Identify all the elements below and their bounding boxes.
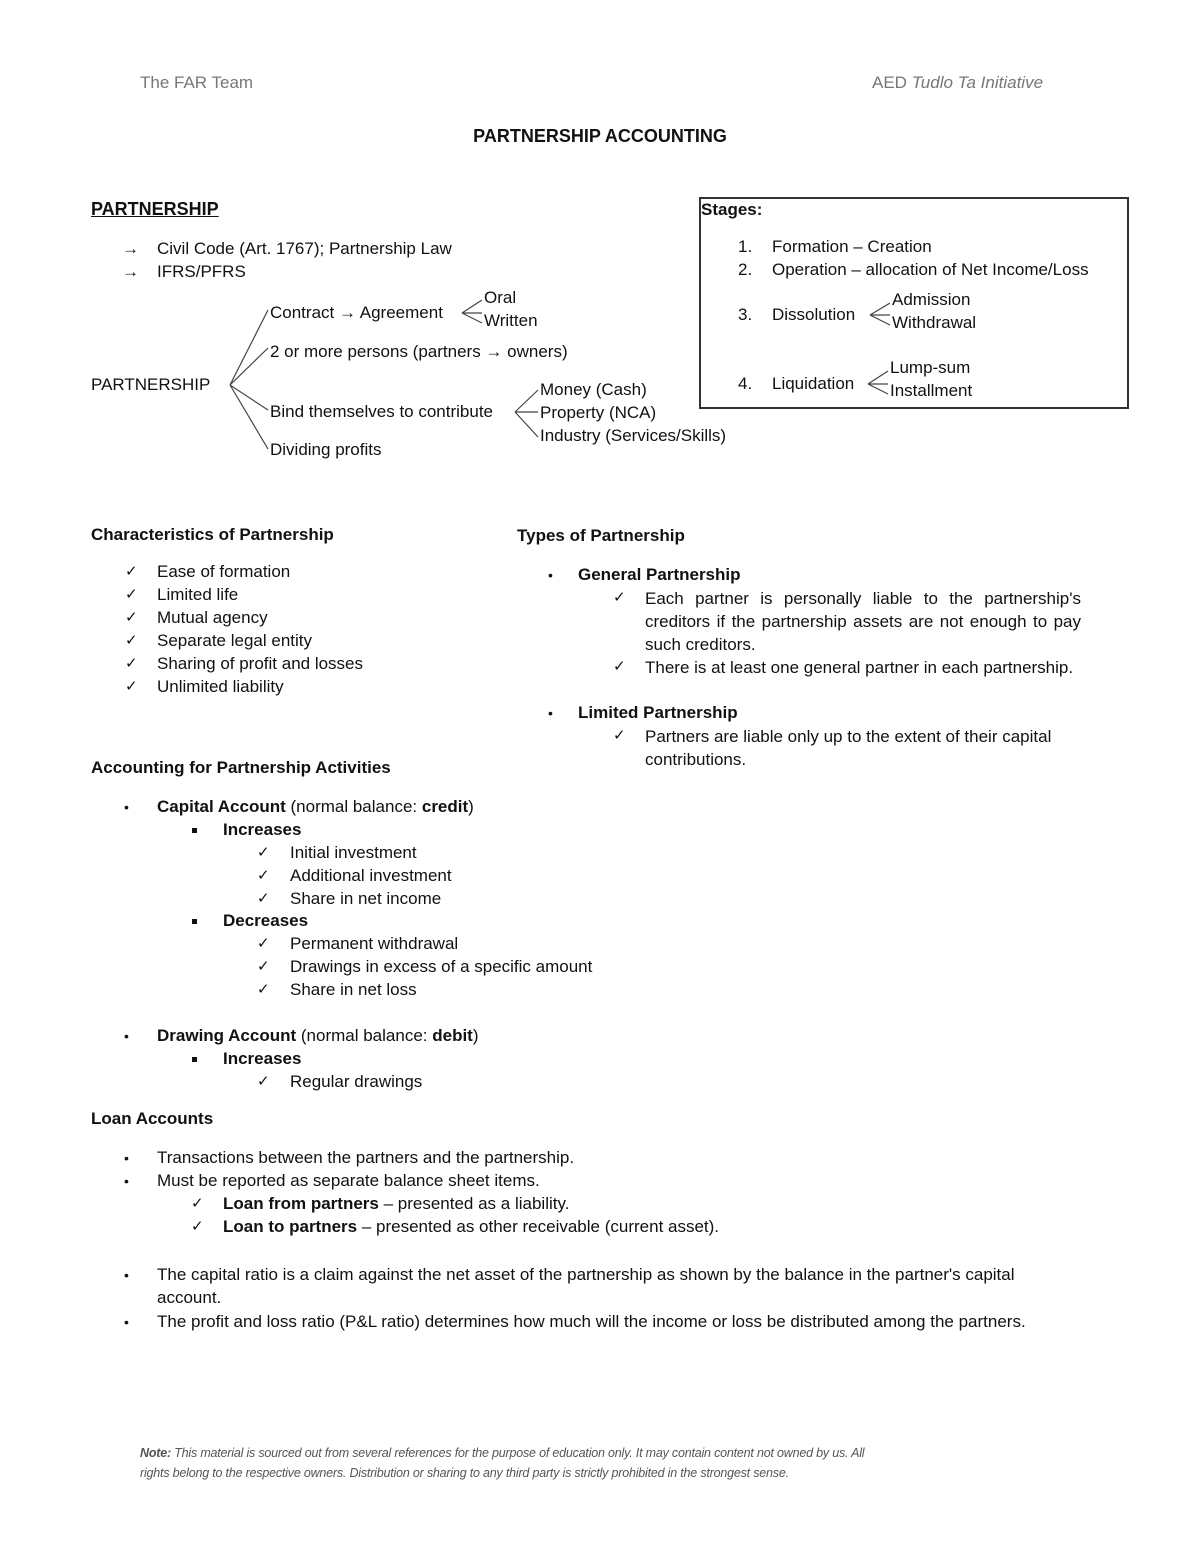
list-item: Share in net loss: [290, 980, 417, 999]
capital-ratio-text-cont: account.: [157, 1288, 222, 1307]
drawing-item: Regular drawings: [290, 1072, 423, 1091]
check-icon: ✓: [125, 609, 138, 626]
diagram-bind: Bind themselves to contribute: [270, 402, 494, 421]
page-title: PARTNERSHIP ACCOUNTING: [473, 126, 727, 146]
loan-bullet: Must be reported as separate balance sheet items.: [157, 1171, 540, 1190]
check-icon: ✓: [125, 678, 138, 695]
diagram-oral: Oral: [484, 288, 517, 307]
list-item: Unlimited liability: [157, 677, 284, 696]
ref-item: IFRS/PFRS: [157, 262, 246, 281]
check-icon: ✓: [257, 935, 270, 952]
limited-partnership: Limited Partnership: [578, 703, 738, 722]
limited-item: Partners are liable only up to the extent of their capital contributions.: [645, 727, 1052, 769]
diagram-written: Written: [484, 311, 538, 330]
stages-heading: Stages:: [701, 200, 763, 219]
check-icon: ✓: [125, 655, 138, 672]
check-icon: ✓: [257, 890, 270, 907]
stage-label: Operation – allocation of Net Income/Loss: [772, 260, 1089, 279]
check-icon: ✓: [613, 589, 626, 606]
check-icon: ✓: [125, 586, 138, 603]
arrow-icon: →: [122, 262, 139, 281]
bullet-icon: •: [548, 567, 553, 583]
check-icon: ✓: [191, 1195, 204, 1212]
stage-number: 4.: [738, 374, 753, 393]
bullet-icon: •: [124, 1173, 129, 1189]
capital-decreases: Decreases: [223, 911, 309, 930]
accounting-heading: Accounting for Partnership Activities: [91, 758, 391, 777]
arrow-icon: →: [122, 239, 139, 258]
square-bullet-icon: [192, 1057, 197, 1062]
check-icon: ✓: [613, 658, 626, 675]
diagram-money: Money (Cash): [540, 380, 647, 399]
bullet-icon: •: [548, 705, 553, 721]
diagram-root: PARTNERSHIP: [91, 375, 211, 394]
stage-label: Liquidation: [772, 374, 855, 393]
bullet-icon: •: [124, 1150, 129, 1166]
stage-number: 2.: [738, 260, 753, 279]
list-item: Mutual agency: [157, 608, 268, 627]
diagram-contract: Contract → Agreement: [270, 303, 443, 322]
diagram-persons: 2 or more persons (partners → owners): [270, 342, 568, 361]
check-icon: ✓: [257, 1073, 270, 1090]
check-icon: ✓: [257, 958, 270, 975]
stage-sub: Lump-sum: [890, 358, 971, 377]
check-icon: ✓: [257, 981, 270, 998]
check-icon: ✓: [257, 867, 270, 884]
stage-number: 1.: [738, 237, 753, 256]
check-icon: ✓: [257, 844, 270, 861]
bullet-icon: •: [124, 1267, 129, 1283]
drawing-increases: Increases: [223, 1049, 302, 1068]
square-bullet-icon: [192, 828, 197, 833]
header-left: The FAR Team: [140, 73, 254, 92]
check-icon: ✓: [125, 563, 138, 580]
loan-from-partners: Loan from partners – presented as a liability.: [223, 1194, 570, 1213]
partnership-heading: PARTNERSHIP: [91, 199, 219, 219]
stage-sub: Withdrawal: [892, 313, 977, 332]
list-item: Additional investment: [290, 866, 452, 885]
list-item: Share in net income: [290, 889, 442, 908]
list-item: Sharing of profit and losses: [157, 654, 364, 673]
check-icon: ✓: [191, 1218, 204, 1235]
general-partnership: General Partnership: [578, 565, 741, 584]
diagram-industry: Industry (Services/Skills): [540, 426, 727, 445]
diagram-property: Property (NCA): [540, 403, 657, 422]
general-item: There is at least one general partner in each partnership.: [645, 658, 1074, 677]
bullet-icon: •: [124, 799, 129, 815]
list-item: Separate legal entity: [157, 631, 312, 650]
diagram-dividing: Dividing profits: [270, 440, 382, 459]
stage-number: 3.: [738, 305, 753, 324]
bullet-icon: •: [124, 1314, 129, 1330]
loan-to-partners: Loan to partners – presented as other receivable (current asset).: [223, 1217, 720, 1236]
square-bullet-icon: [192, 919, 197, 924]
header-right: AED Tudlo Ta Initiative: [872, 73, 1044, 92]
list-item: Limited life: [157, 585, 239, 604]
list-item: Drawings in excess of a specific amount: [290, 957, 593, 976]
stage-sub: Installment: [890, 381, 973, 400]
stage-label: Dissolution: [772, 305, 856, 324]
stage-sub: Admission: [892, 290, 971, 309]
characteristics-heading: Characteristics of Partnership: [91, 525, 334, 544]
stage-label: Formation – Creation: [772, 237, 932, 256]
footer-note: Note: This material is sourced out from several references for the purpose of education only. It may contain content not owned by us. All: [140, 1446, 865, 1460]
footer-note-cont: rights belong to the respective owners. Distribution or sharing to any third party is strictly prohibited in the strongest sense.: [140, 1466, 789, 1480]
ref-item: Civil Code (Art. 1767); Partnership Law: [157, 239, 452, 258]
drawing-account: Drawing Account (normal balance: debit): [157, 1026, 479, 1045]
check-icon: ✓: [125, 632, 138, 649]
capital-account: Capital Account (normal balance: credit): [157, 797, 474, 816]
capital-ratio-text: The capital ratio is a claim against the net asset of the partnership as shown by the balance in the partner's capital: [157, 1265, 1015, 1284]
pl-ratio-text: The profit and loss ratio (P&L ratio) determines how much will the income or loss be distributed among the partners.: [157, 1312, 1026, 1331]
list-item: Initial investment: [290, 843, 417, 862]
types-heading: Types of Partnership: [517, 526, 685, 545]
loan-bullet: Transactions between the partners and the partnership.: [157, 1148, 575, 1167]
capital-increases: Increases: [223, 820, 302, 839]
check-icon: ✓: [613, 727, 626, 744]
bullet-icon: •: [124, 1028, 129, 1044]
list-item: Permanent withdrawal: [290, 934, 459, 953]
general-item: Each partner is personally liable to the partnership's creditors if the partnership assets are not enough to pay such creditors.: [645, 589, 1081, 654]
list-item: Ease of formation: [157, 562, 291, 581]
loan-heading: Loan Accounts: [91, 1109, 214, 1128]
